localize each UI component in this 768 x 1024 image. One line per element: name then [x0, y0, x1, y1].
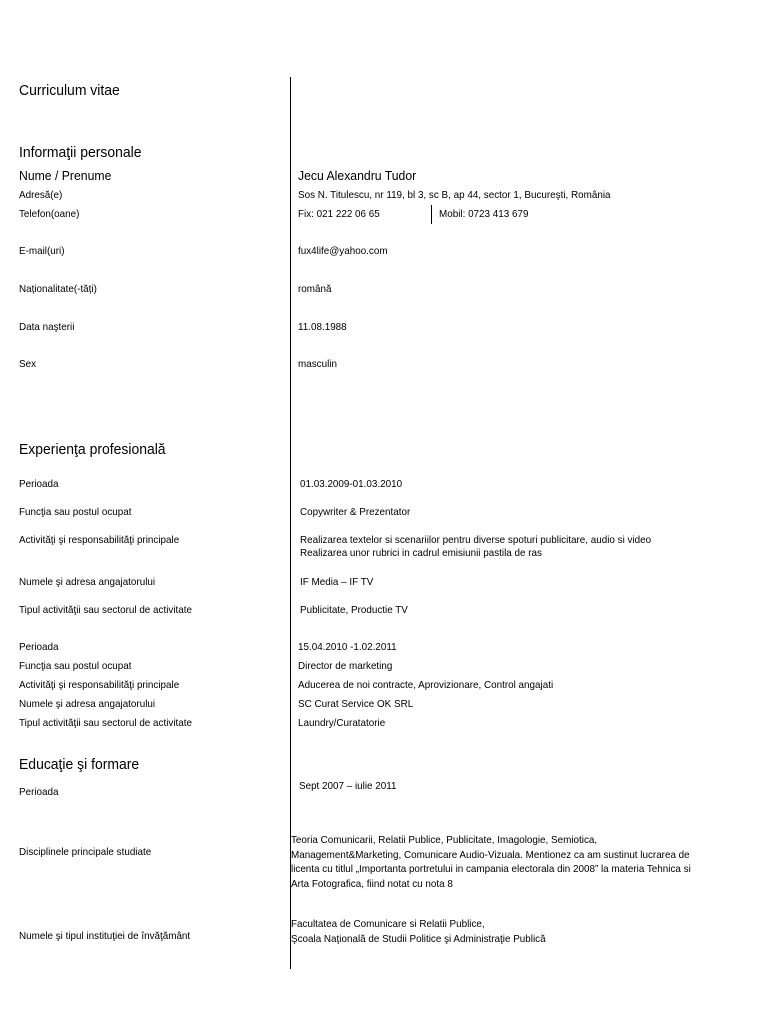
job2-period-label: Perioada [19, 641, 59, 653]
job2-activities-value: Aducerea de noi contracte, Aprovizionare, Control angajati [298, 679, 554, 691]
job1-activities-label: Activităţi şi responsabilităţi principale [19, 534, 180, 546]
nationality-value: română [298, 283, 332, 295]
section-heading-education: Educaţie şi formare [19, 756, 140, 773]
job2-sector-value: Laundry/Curatatorie [298, 717, 386, 729]
job1-position-value: Copywriter & Prezentator [300, 506, 411, 518]
disciplines-label: Disciplinele principale studiate [19, 846, 152, 858]
job1-employer-label: Numele şi adresa angajatorului [19, 576, 156, 588]
job2-sector-label: Tipul activităţii sau sectorul de activitate [19, 717, 192, 729]
address-value: Sos N. Titulescu, nr 119, bl 3, sc B, ap 44, sector 1, Bucureşti, România [298, 189, 611, 201]
phone-mobile-value: Mobil: 0723 413 679 [439, 208, 529, 220]
job1-position-label: Funcţia sau postul ocupat [19, 506, 132, 518]
institution-label: Numele şi tipul instituţiei de învăţământ [19, 930, 191, 942]
nationality-label: Naționalitate(-tăți) [19, 283, 97, 295]
name-label: Nume / Prenume [19, 168, 112, 183]
disciplines-line2: Management&Marketing, Comunicare Audio-Vizuala. Mentionez ca am sustinut lucrarea de [291, 849, 690, 861]
section-heading-personal: Informaţii personale [19, 144, 142, 161]
job2-employer-label: Numele şi adresa angajatorului [19, 698, 156, 710]
job2-activities-label: Activităţi şi responsabilităţi principale [19, 679, 180, 691]
disciplines-line1: Teoria Comunicarii, Relatii Publice, Publicitate, Imagologie, Semiotica, [291, 834, 598, 846]
page-title: Curriculum vitae [19, 82, 120, 99]
job1-period-label: Perioada [19, 478, 59, 490]
job2-position-value: Director de marketing [298, 660, 393, 672]
job1-sector-label: Tipul activităţii sau sectorul de activitate [19, 604, 192, 616]
disciplines-line4: Arta Fotografica, fiind notat cu nota 8 [291, 878, 453, 890]
education-period-label: Perioada [19, 786, 59, 798]
email-value: fux4life@yahoo.com [298, 245, 388, 257]
institution-line2: Şcoala Naţională de Studii Politice şi Administraţie Publică [291, 933, 546, 945]
birth-date-value: 11.08.1988 [298, 321, 347, 333]
disciplines-line3: licenta cu titlul „Importanta portretului in campania electorala din 2008” la materia Tehnica si [291, 863, 691, 875]
job2-employer-value: SC Curat Service OK SRL [298, 698, 414, 710]
name-value: Jecu Alexandru Tudor [298, 168, 417, 183]
email-label: E-mail(uri) [19, 245, 65, 257]
phone-fix-value: Fix: 021 222 06 65 [298, 208, 380, 220]
sex-label: Sex [19, 358, 37, 370]
job2-period-value: 15.04.2010 -1.02.2011 [298, 641, 397, 653]
job1-activities-line1: Realizarea textelor si scenariilor pentru diverse spoturi publicitare, audio si video [300, 534, 652, 546]
job1-sector-value: Publicitate, Productie TV [300, 604, 408, 616]
address-label: Adresă(e) [19, 189, 63, 201]
job2-position-label: Funcţia sau postul ocupat [19, 660, 132, 672]
education-period-value: Sept 2007 – iulie 2011 [299, 780, 397, 792]
job1-period-value: 01.03.2009-01.03.2010 [300, 478, 403, 490]
section-heading-experience: Experienţa profesională [19, 441, 166, 458]
job1-activities-line2: Realizarea unor rubrici in cadrul emisiunii pastila de ras [300, 547, 542, 559]
sex-value: masculin [298, 358, 337, 370]
phone-divider [431, 205, 432, 224]
institution-line1: Facultatea de Comunicare si Relatii Publice, [291, 918, 485, 930]
job1-employer-value: IF Media – IF TV [300, 576, 374, 588]
birth-date-label: Data naşterii [19, 321, 75, 333]
phone-label: Telefon(oane) [19, 208, 80, 220]
